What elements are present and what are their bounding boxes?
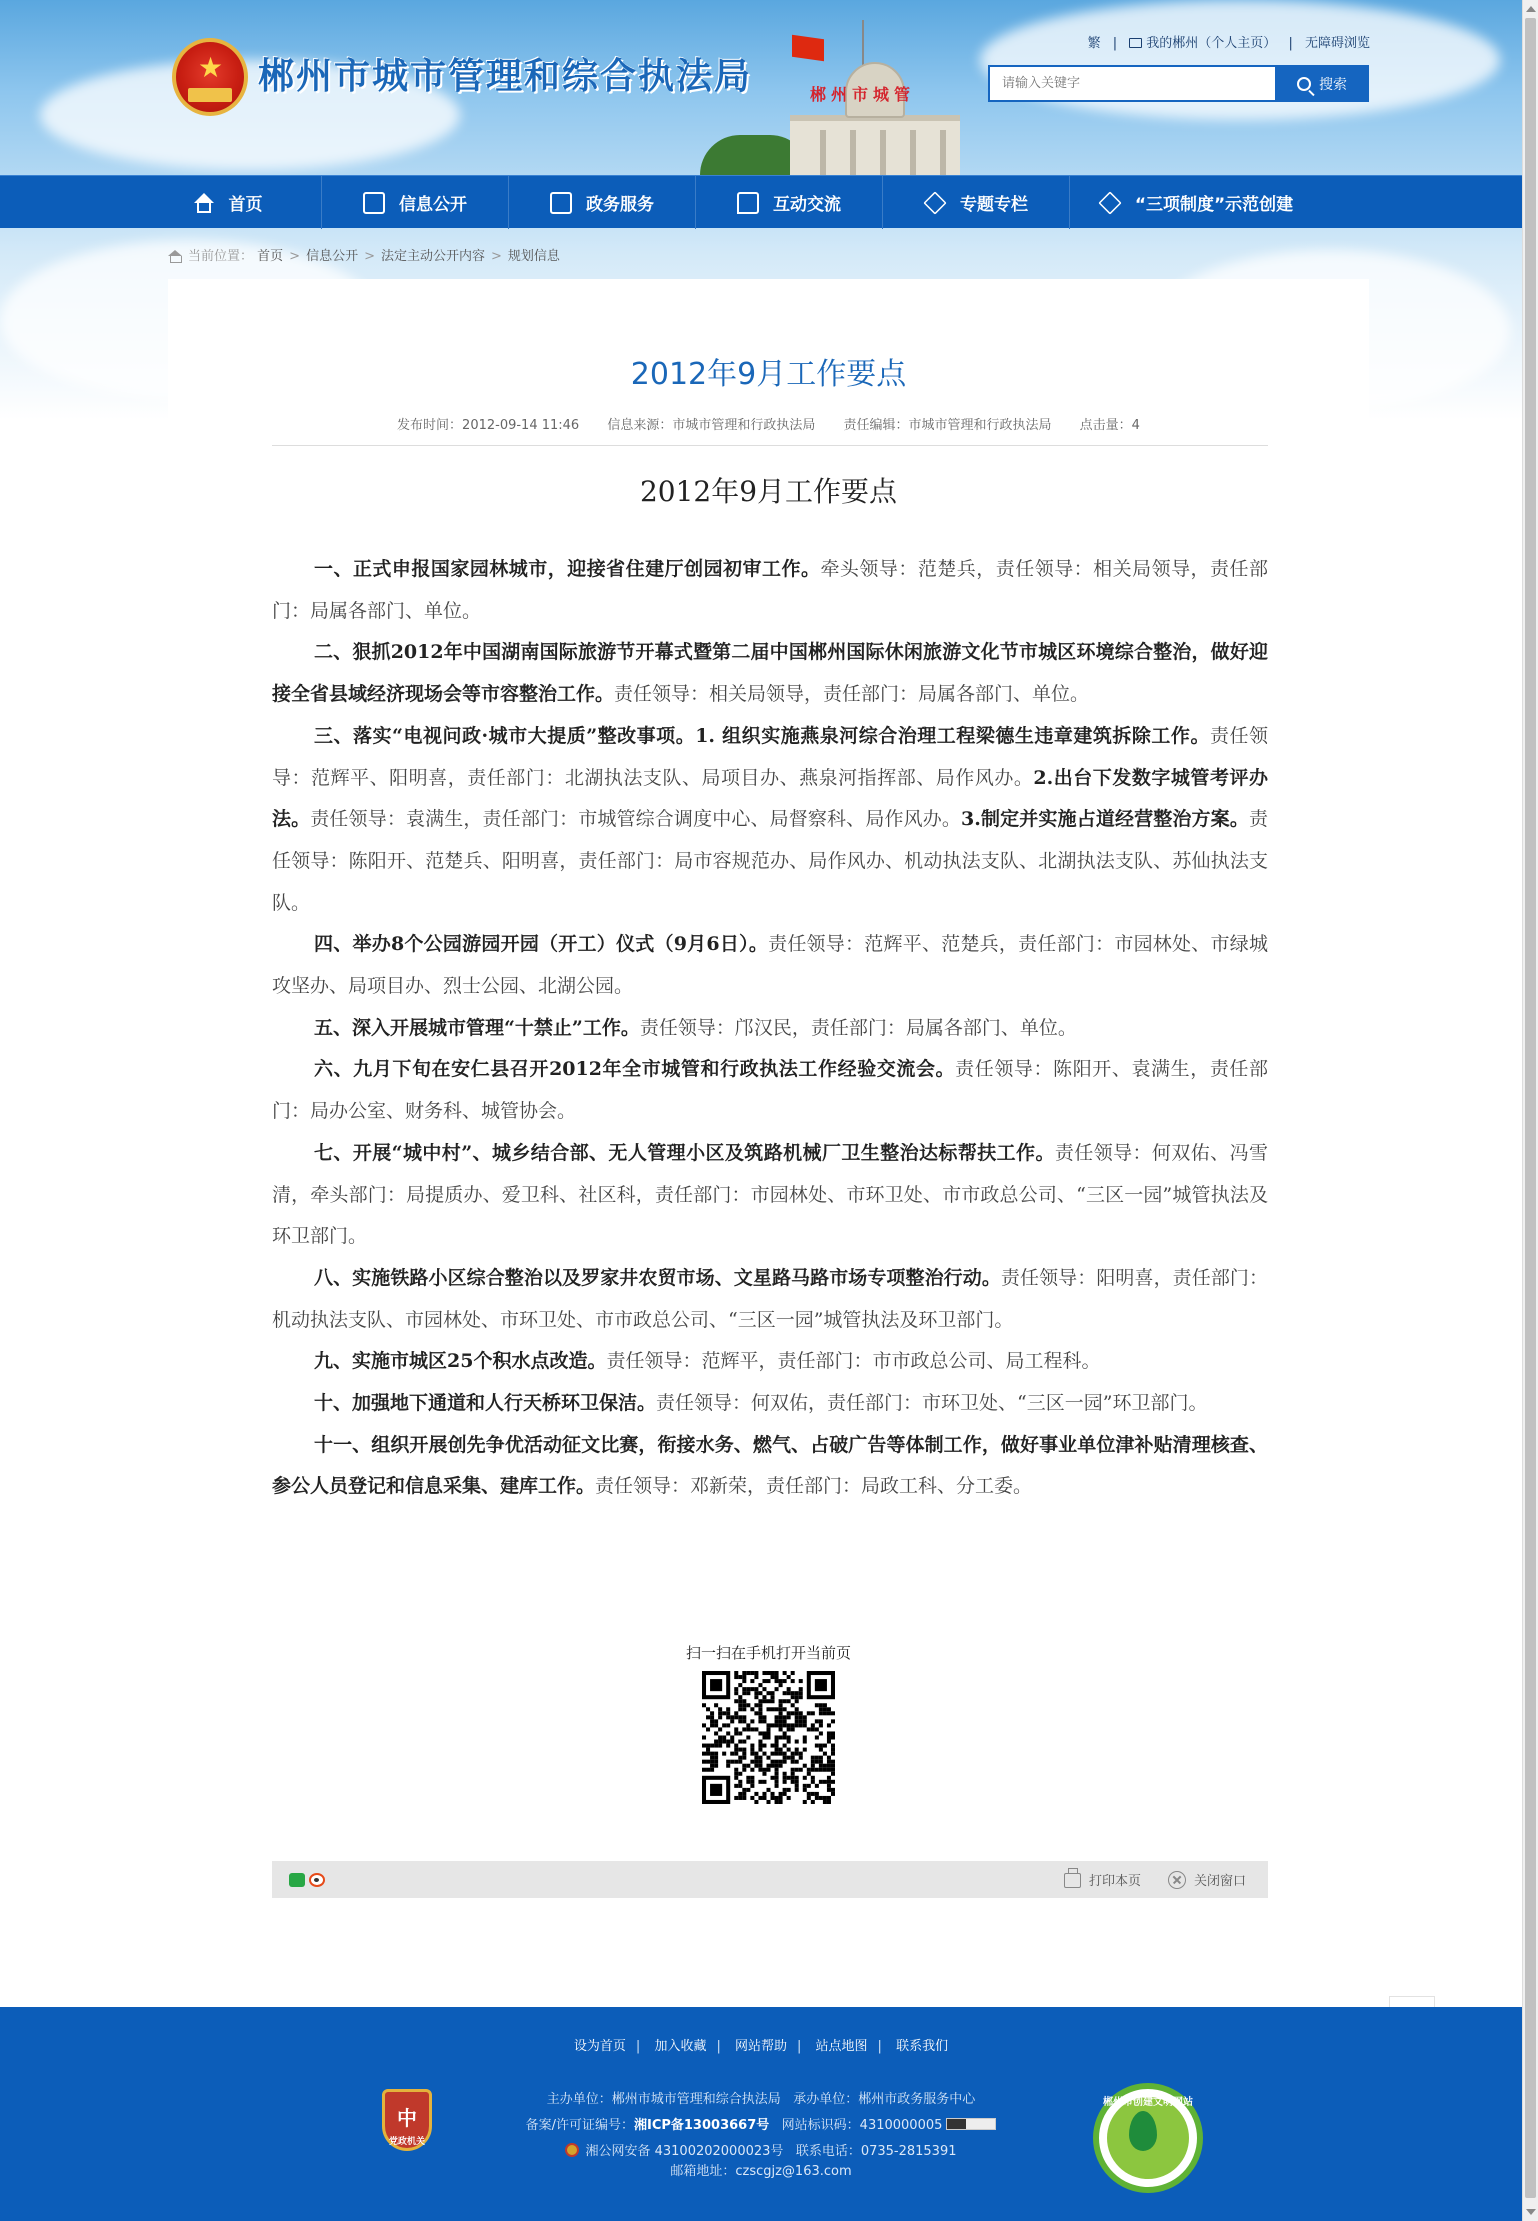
building-illustration (690, 40, 980, 175)
search-bar (988, 65, 1369, 102)
click-count: 点击量：4 (1079, 418, 1140, 433)
layers-icon (923, 191, 946, 214)
wechat-share-icon[interactable] (289, 1873, 305, 1887)
nav-item-three-systems[interactable]: “三项制度”示范创建 (1070, 176, 1322, 229)
qr-code (702, 1671, 835, 1804)
paragraph: 二、狠抓2012年中国湖南国际旅游节开幕式暨第二届中国郴州国际休闲旅游文化节市城区环境综合整治，做好迎接全省县域经济现场会等市容整治工作。责任领导：相关局领导，责任部门：局属各部门、单位。 (272, 641, 1268, 706)
article-toolbar (272, 1861, 1268, 1898)
main-navigation (0, 175, 1522, 228)
site-title: 郴州市城市管理和综合执法局 (258, 56, 753, 97)
breadcrumb-info-disclosure[interactable]: 信息公开 (306, 249, 359, 264)
footer-links: 设为首页 | 加入收藏 | 网站帮助 | 站点地图 | 联系我们 (573, 2039, 949, 2054)
responsible-editor: 责任编辑：市城市管理和行政执法局 (843, 418, 1052, 433)
national-emblem-logo: ★ (172, 38, 248, 116)
divider (272, 445, 1268, 446)
site-footer (0, 2007, 1522, 2221)
home-icon (193, 192, 215, 214)
close-window-button[interactable]: 关闭窗口 (1168, 1870, 1246, 1889)
footer-link-help[interactable]: 网站帮助 (734, 2039, 787, 2054)
paragraph: 九、实施市城区25个积水点改造。责任领导：范辉平，责任部门：市市政总公司、局工程科。 (314, 1350, 1101, 1373)
traditional-chinese-link[interactable]: 繁 (1087, 36, 1101, 51)
footer-link-add-favorite[interactable]: 加入收藏 (654, 2039, 707, 2054)
breadcrumb-statutory-content[interactable]: 法定主动公开内容 (381, 249, 486, 264)
article-title: 2012年9月工作要点 (630, 357, 907, 392)
scroll-down-arrow-icon[interactable] (1526, 2209, 1536, 2215)
contact-phone: 联系电话：0735-2815391 (795, 2144, 957, 2159)
accessible-browsing-link[interactable]: 无障碍浏览 (1304, 36, 1370, 51)
footer-link-sitemap[interactable]: 站点地图 (815, 2039, 868, 2054)
nav-item-gov-services[interactable]: 政务服务 (509, 176, 696, 229)
publish-time: 发布时间：2012-09-14 11:46 (397, 418, 580, 433)
vertical-scrollbar[interactable] (1522, 0, 1538, 2221)
paragraph: 八、实施铁路小区综合整治以及罗家井农贸市场、文星路马路市场专项整治行动。责任领导：阳明喜，责任部门：机动执法支队、市园林处、市环卫处、市市政总公司、“三区一园”城管执法及环卫部门。 (272, 1266, 1268, 1331)
footer-link-set-homepage[interactable]: 设为首页 (573, 2039, 626, 2054)
site-header (0, 0, 1522, 175)
paragraph: 六、九月下旬在安仁县召开2012年全市城管和行政执法工作经验交流会。责任领导：陈阳开、袁满生，责任部门：局办公室、财务科、城管协会。 (272, 1058, 1268, 1123)
my-page-link[interactable]: 我的郴州（个人主页） (1129, 32, 1276, 51)
paragraph: 七、开展“城中村”、城乡结合部、无人管理小区及筑路机械厂卫生整治达标帮扶工作。责任领导：何双佑、冯雪清，牵头部门：局提质办、爱卫科、社区科，责任部门：市园林处、市环卫处、市市政总公司、“三区一园”城管执法及环卫部门。 (272, 1141, 1268, 1248)
print-button[interactable]: 打印本页 (1064, 1870, 1141, 1889)
search-input[interactable] (988, 65, 1275, 102)
footer-link-contact[interactable]: 联系我们 (896, 2039, 949, 2054)
police-badge-icon (565, 2143, 579, 2157)
civilized-website-badge-text: 郴州市创建文明网站 (1103, 2097, 1193, 2108)
paragraph: 五、深入开展城市管理“十禁止”工作。责任领导：邝汉民，责任部门：局属各部门、单位。 (314, 1016, 1077, 1039)
breadcrumb-home[interactable]: 首页 (257, 249, 284, 264)
breadcrumb-planning-info[interactable]: 规划信息 (507, 249, 560, 264)
police-record[interactable]: 湘公网安备 43100202000023号 (585, 2144, 784, 2159)
breadcrumb: 当前位置： 首页 > 信息公开 > 法定主动公开内容 > 规划信息 (168, 245, 560, 264)
top-links: 繁 | 我的郴州（个人主页） | 无障碍浏览 (1088, 32, 1370, 51)
document-icon (363, 192, 385, 214)
cnzz-stats-icon[interactable] (946, 2118, 996, 2130)
info-source: 信息来源：市城市管理和行政执法局 (607, 418, 816, 433)
monitor-icon (1129, 38, 1142, 48)
paragraph: 一、正式申报国家园林城市，迎接省住建厅创园初审工作。牵头领导：范楚兵，责任领导：相关局领导，责任部门：局属各部门、单位。 (272, 558, 1268, 622)
article-panel (168, 279, 1369, 1919)
home-icon (168, 250, 180, 261)
layers-icon (1098, 191, 1121, 214)
party-gov-badge-text: 党政机关 (388, 2137, 425, 2147)
leaf-icon (1129, 2111, 1157, 2151)
civilized-website-badge[interactable] (1093, 2083, 1203, 2193)
paragraph: 四、举办8个公园游园开园（开工）仪式（9月6日）。责任领导：范辉平、范楚兵，责任部门：市园林处、市绿城攻坚办、局项目办、烈士公园、北湖公园。 (272, 933, 1268, 998)
printer-icon (1064, 1873, 1081, 1888)
paragraph: 十一、组织开展创先争优活动征文比赛，衔接水务、燃气、占破广告等体制工作，做好事业单位津补贴清理核查、参公人员登记和信息采集、建库工作。责任领导：邓新荣，责任部门：局政工科、分工委。 (272, 1433, 1268, 1498)
weibo-share-icon[interactable] (309, 1873, 325, 1887)
nav-item-special-topics[interactable]: 专题专栏 (883, 176, 1070, 229)
content-title: 2012年9月工作要点 (639, 475, 898, 508)
flag-icon (792, 35, 824, 61)
contact-email: 邮箱地址：czscgjz@163.com (670, 2164, 852, 2179)
scroll-up-arrow-icon[interactable] (1526, 6, 1536, 12)
nav-item-interaction[interactable]: 互动交流 (696, 176, 883, 229)
article-meta (168, 414, 1369, 433)
article-body (272, 549, 1268, 1508)
footer-info: 主办单位：郴州市城市管理和综合执法局 承办单位：郴州市政务服务中心 备案/许可证编号：湘ICP备13003667号 网站标识码：4310000005 湘公网安备 43100202000023号 联系电话：0735-2815391 邮箱地址：czscgjz@163.com (0, 2087, 1522, 2185)
edit-icon (550, 192, 572, 214)
nav-item-home[interactable]: 首页 (134, 176, 322, 229)
party-gov-badge[interactable]: 中 党政机关 (382, 2089, 432, 2151)
search-icon (1297, 77, 1311, 91)
chat-icon (737, 192, 759, 214)
icp-number[interactable]: 湘ICP备13003667号 (633, 2118, 770, 2133)
site-id: 网站标识码：4310000005 (781, 2118, 943, 2133)
qr-caption: 扫一扫在手机打开当前页 (685, 1644, 851, 1662)
organizer-unit: 承办单位：郴州市政务服务中心 (793, 2092, 976, 2107)
paragraph: 十、加强地下通道和人行天桥环卫保洁。责任领导：何双佑，责任部门：市环卫处、“三区一园”环卫部门。 (314, 1392, 1208, 1415)
nav-item-info-disclosure[interactable]: 信息公开 (322, 176, 509, 229)
close-icon (1168, 1871, 1186, 1889)
host-unit: 主办单位：郴州市城市管理和综合执法局 (546, 2092, 781, 2107)
paragraph: 三、落实“电视问政·城市大提质”整改事项。1. 组织实施燕泉河综合治理工程梁德生违章建筑拆除工作。责任领导：范辉平、阳明喜，责任部门：北湖执法支队、局项目办、燕泉河指挥部、局作风办。2.出台下发数字城管考评办法。责任领导：袁满生，责任部门：市城管综合调度中心、局督察科、局作风办。3.制定并实施占道经营整治方案。责任领导：陈阳开、范楚兵、阳明喜，责任部门：局市容规范办、局作风办、机动执法支队、北湖执法支队、苏仙执法支队。 (272, 724, 1268, 914)
scrollbar-thumb[interactable] (1525, 18, 1536, 2198)
building-sign: 郴州市城管 (810, 85, 916, 104)
search-button[interactable]: 搜索 (1275, 65, 1369, 102)
